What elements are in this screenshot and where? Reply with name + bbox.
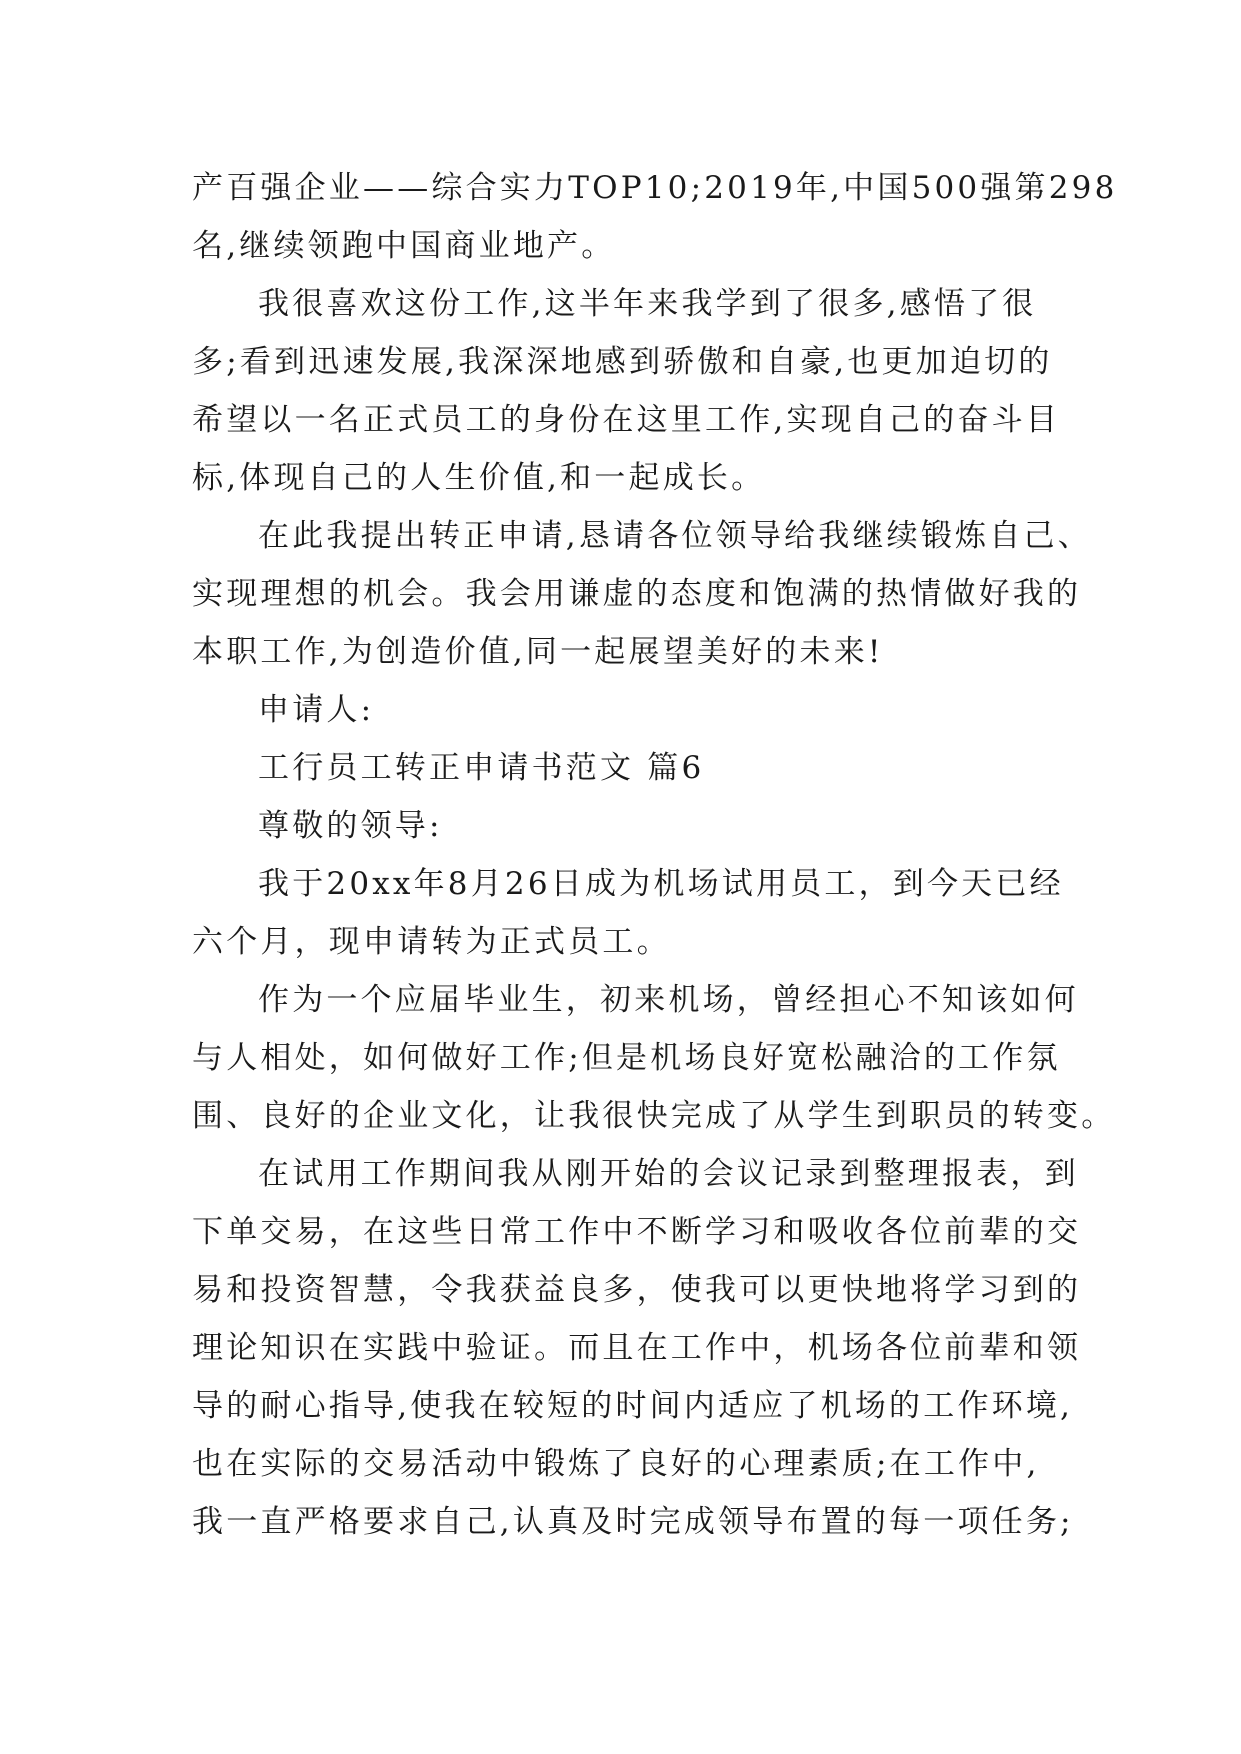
text-line: 下单交易，在这些日常工作中不断学习和吸收各位前辈的交 bbox=[192, 1214, 1082, 1250]
text-line: 六个月，现申请转为正式员工。 bbox=[192, 924, 671, 960]
salutation: 尊敬的领导: bbox=[258, 808, 443, 844]
text-line: 希望以一名正式员工的身份在这里工作,实现自己的奋斗目 bbox=[192, 402, 1061, 438]
text-line: 易和投资智慧，令我获益良多，使我可以更快地将学习到的 bbox=[192, 1272, 1082, 1308]
text-line: 申请人: bbox=[258, 692, 375, 728]
text-line: 名,继续领跑中国商业地产。 bbox=[192, 228, 616, 264]
text-line: 我很喜欢这份工作,这半年来我学到了很多,感悟了很 bbox=[258, 286, 1037, 322]
text-line: 理论知识在实践中验证。而且在工作中，机场各位前辈和领 bbox=[192, 1330, 1082, 1366]
text-line: 作为一个应届毕业生，初来机场，曾经担心不知该如何 bbox=[258, 982, 1079, 1018]
text-line: 我于20xx年8月26日成为机场试用员工，到今天已经 bbox=[258, 866, 1064, 902]
text-line: 我一直严格要求自己,认真及时完成领导布置的每一项任务; bbox=[192, 1504, 1074, 1540]
section-heading: 工行员工转正申请书范文 篇6 bbox=[258, 750, 705, 786]
text-line: 与人相处，如何做好工作;但是机场良好宽松融洽的工作氛 bbox=[192, 1040, 1061, 1076]
text-line: 本职工作,为创造价值,同一起展望美好的未来! bbox=[192, 634, 884, 670]
text-line: 多;看到迅速发展,我深深地感到骄傲和自豪,也更加迫切的 bbox=[192, 344, 1053, 380]
text-line: 在此我提出转正申请,恳请各位领导给我继续锻炼自己、 bbox=[258, 518, 1092, 554]
text-line: 也在实际的交易活动中锻炼了良好的心理素质;在工作中, bbox=[192, 1446, 1040, 1482]
text-line: 产百强企业——综合实力TOP10;2019年,中国500强第298 bbox=[192, 170, 1118, 206]
text-line: 标,体现自己的人生价值,和一起成长。 bbox=[192, 460, 766, 496]
text-line: 围、良好的企业文化，让我很快完成了从学生到职员的转变。 bbox=[192, 1098, 1116, 1134]
text-line: 实现理想的机会。我会用谦虚的态度和饱满的热情做好我的 bbox=[192, 576, 1082, 612]
text-line: 导的耐心指导,使我在较短的时间内适应了机场的工作环境, bbox=[192, 1388, 1074, 1424]
text-line: 在试用工作期间我从刚开始的会议记录到整理报表，到 bbox=[258, 1156, 1079, 1192]
